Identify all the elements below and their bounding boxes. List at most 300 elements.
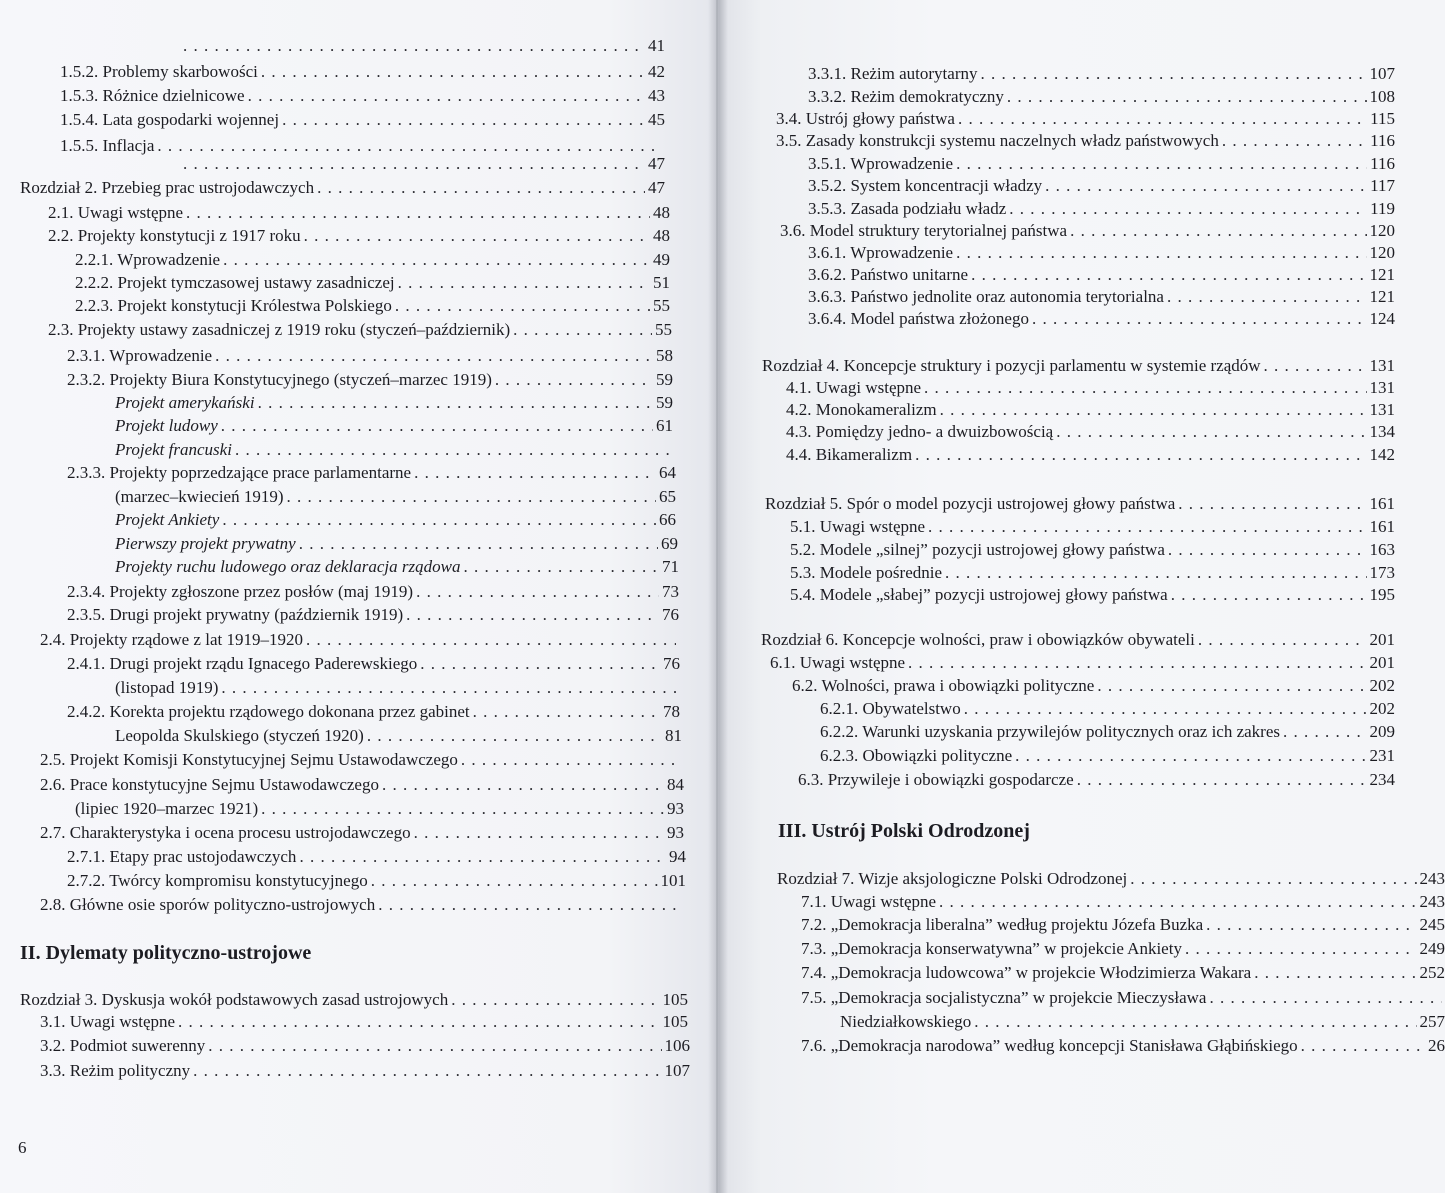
toc-entry-title: 2.8. Główne osie sporów polityczno-ustrojowych	[40, 895, 376, 914]
toc-leader-dots	[157, 136, 662, 156]
toc-leader-dots	[287, 487, 657, 507]
toc-entry	[820, 699, 1395, 719]
toc-entry-title: 2.6. Prace konstytucyjne Sejmu Ustawodawczego	[40, 775, 379, 794]
toc-leader-dots	[1077, 770, 1367, 790]
toc-entry-page: 115	[1370, 109, 1395, 128]
toc-entry-title: Pierwszy projekt prywatny	[115, 534, 296, 553]
toc-entry-title: 3.6.3. Państwo jednolite oraz autonomia terytorialna	[808, 287, 1164, 306]
toc-entry	[60, 136, 665, 156]
toc-leader-dots	[183, 154, 645, 174]
toc-entry-page: 108	[1369, 87, 1395, 106]
toc-entry-page: 105	[662, 990, 688, 1009]
toc-leader-dots	[513, 320, 652, 340]
toc-leader-dots	[1283, 722, 1367, 742]
toc-entry-title: 6.2. Wolności, prawa i obowiązki polityczne	[792, 676, 1095, 695]
toc-entry	[67, 871, 686, 891]
toc-leader-dots	[1168, 540, 1367, 560]
toc-entry-title: 4.2. Monokameralizm	[786, 400, 937, 419]
toc-entry-title: 2.4. Projekty rządowe z lat 1919–1920	[40, 630, 303, 649]
toc-entry	[801, 988, 1445, 1008]
toc-entry-page: 142	[1369, 445, 1395, 464]
toc-leader-dots	[1301, 1036, 1425, 1056]
toc-entry	[790, 540, 1395, 560]
part-heading-iii: III. Ustrój Polski Odrodzonej	[778, 820, 1030, 842]
toc-leader-dots	[414, 823, 664, 843]
toc-entry-title: Rozdział 7. Wizje aksjologiczne Polski Odrodzonej	[777, 869, 1128, 888]
toc-entry-page: 243	[1419, 869, 1445, 888]
toc-entry	[75, 296, 670, 316]
toc-entry	[67, 847, 686, 867]
toc-entry-page: 94	[669, 847, 686, 866]
toc-entry	[808, 309, 1395, 329]
book-gutter	[708, 0, 728, 1193]
toc-entry-page: 131	[1369, 400, 1395, 419]
toc-leader-dots	[1167, 287, 1367, 307]
toc-entry	[790, 517, 1395, 537]
toc-entry	[776, 131, 1395, 151]
toc-leader-dots	[367, 726, 662, 746]
toc-leader-dots	[461, 750, 679, 770]
toc-leader-dots	[261, 799, 664, 819]
toc-entry-title: 6.2.3. Obowiązki polityczne	[820, 746, 1013, 765]
toc-entry-title: 3.5. Zasady konstrukcji systemu naczelnych władz państwowych	[776, 131, 1219, 150]
toc-leader-dots	[908, 653, 1366, 673]
toc-entry	[115, 510, 676, 530]
toc-entry-page: 48	[653, 226, 670, 245]
toc-entry-page: 55	[653, 296, 670, 315]
toc-entry-title: 3.6.1. Wprowadzenie	[808, 243, 954, 262]
toc-entry-title: Projekt Ankiety	[115, 510, 220, 529]
toc-entry	[790, 563, 1395, 583]
toc-leader-dots	[258, 393, 653, 413]
toc-entry-title: 2.3.5. Drugi projekt prywatny (październik 1919)	[67, 605, 404, 624]
toc-entry	[48, 320, 672, 340]
toc-entry-page: 78	[663, 702, 680, 721]
toc-entry	[67, 346, 673, 366]
toc-entry-title: 2.2.1. Wprowadzenie	[75, 250, 221, 269]
toc-entry-title: 2.3.4. Projekty zgłoszone przez posłów (maj 1919)	[67, 582, 414, 601]
toc-entry	[115, 726, 682, 746]
toc-leader-dots	[1032, 309, 1367, 329]
toc-entry-title: Rozdział 6. Koncepcje wolności, praw i obowiązków obywateli	[761, 630, 1195, 649]
toc-entry-page: 64	[659, 463, 676, 482]
toc-entry	[801, 915, 1445, 935]
toc-leader-dots	[416, 582, 659, 602]
toc-entry-title: Projekt amerykański	[115, 393, 255, 412]
toc-entry-page: 59	[656, 370, 673, 389]
toc-leader-dots	[299, 534, 658, 554]
toc-leader-dots	[463, 557, 659, 577]
toc-leader-dots	[306, 630, 676, 650]
toc-entry-title: 7.1. Uwagi wstępne	[801, 892, 937, 911]
toc-entry	[786, 400, 1395, 420]
toc-entry-title: 6.1. Uwagi wstępne	[770, 653, 906, 672]
toc-entry-page: 120	[1369, 243, 1395, 262]
toc-entry	[20, 178, 665, 198]
toc-entry	[808, 154, 1395, 174]
toc-leader-dots	[1070, 221, 1366, 241]
toc-leader-dots	[382, 775, 664, 795]
toc-entry-title: 3.5.1. Wprowadzenie	[808, 154, 954, 173]
toc-entry	[40, 1061, 690, 1081]
toc-entry-title: (listopad 1919)	[115, 678, 219, 697]
toc-entry-title: 3.6.4. Model państwa złożonego	[808, 309, 1029, 328]
toc-entry-title: (marzec–kwiecień 1919)	[115, 487, 284, 506]
toc-entry	[75, 273, 670, 293]
toc-leader-dots	[1222, 131, 1367, 151]
toc-entry-page: 71	[662, 557, 679, 576]
toc-entry-title: 2.5. Projekt Komisji Konstytucyjnej Sejmu Ustawodawczego	[40, 750, 458, 769]
toc-entry	[40, 1036, 690, 1056]
toc-entry-title: 2.3.1. Wprowadzenie	[67, 346, 213, 365]
page-number: 6	[18, 1138, 27, 1157]
toc-leader-dots	[282, 110, 645, 130]
toc-leader-dots	[945, 563, 1366, 583]
toc-leader-dots	[473, 702, 660, 722]
toc-entry	[762, 356, 1395, 376]
toc-entry	[40, 750, 682, 770]
toc-entry-title: 3.3. Reżim polityczny	[40, 1061, 191, 1080]
toc-entry-page: 116	[1370, 131, 1395, 150]
toc-entry	[115, 487, 676, 507]
toc-leader-dots	[208, 1036, 661, 1056]
toc-leader-dots	[915, 445, 1366, 465]
toc-leader-dots	[958, 109, 1367, 129]
toc-entry	[67, 463, 676, 483]
toc-leader-dots	[956, 154, 1367, 174]
toc-entry-title: 4.4. Bikameralizm	[786, 445, 913, 464]
toc-entry-title: Leopolda Skulskiego (styczeń 1920)	[115, 726, 364, 745]
toc-leader-dots	[193, 1061, 661, 1081]
toc-entry-title: 6.2.2. Warunki uzyskania przywilejów politycznych oraz ich zakres	[820, 722, 1280, 741]
toc-entry	[786, 378, 1395, 398]
toc-entry	[75, 799, 684, 819]
toc-entry-page: 47	[648, 154, 665, 173]
toc-entry	[808, 243, 1395, 263]
toc-entry-page: 119	[1370, 199, 1395, 218]
toc-entry-title: Rozdział 2. Przebieg prac ustrojodawczych	[20, 178, 315, 197]
toc-entry-title: Rozdział 4. Koncepcje struktury i pozycji parlamentu w systemie rządów	[762, 356, 1261, 375]
toc-entry-page: 231	[1369, 746, 1395, 765]
toc-entry-title: Rozdział 3. Dyskusja wokół podstawowych zasad ustrojowych	[20, 990, 449, 1009]
toc-entry-page: 121	[1369, 287, 1395, 306]
toc-entry-title: 2.2.2. Projekt tymczasowej ustawy zasadniczej	[75, 273, 395, 292]
toc-entry-page: 249	[1419, 939, 1445, 958]
toc-entry	[75, 250, 670, 270]
toc-entry-title: 2.3.2. Projekty Biura Konstytucyjnego (styczeń–marzec 1919)	[67, 370, 492, 389]
toc-entry-title: Projekty ruchu ludowego oraz deklaracja rządowa	[115, 557, 461, 576]
toc-entry-page: 105	[662, 1012, 688, 1031]
toc-leader-dots	[1130, 869, 1416, 889]
toc-leader-dots	[1185, 939, 1417, 959]
toc-entry-page: 47	[648, 178, 665, 197]
toc-entry	[180, 36, 665, 56]
toc-entry	[180, 154, 665, 174]
toc-entry-title: 5.4. Modele „słabej” pozycji ustrojowej głowy państwa	[790, 585, 1168, 604]
toc-entry	[40, 1012, 688, 1032]
toc-entry-page: 117	[1370, 176, 1395, 195]
toc-leader-dots	[924, 378, 1366, 398]
toc-entry-title: 2.2. Projekty konstytucji z 1917 roku	[48, 226, 301, 245]
toc-leader-dots	[1198, 630, 1367, 650]
toc-entry	[60, 86, 665, 106]
toc-entry-page: 201	[1369, 630, 1395, 649]
toc-entry-title: 1.5.4. Lata gospodarki wojennej	[60, 110, 280, 129]
toc-entry-page: 84	[667, 775, 684, 794]
toc-entry-title: 3.6. Model struktury terytorialnej państwa	[780, 221, 1068, 240]
toc-entry-title: 7.6. „Demokracja narodowa” według koncepcji Stanisława Głąbińskiego	[801, 1036, 1298, 1055]
toc-entry-page: 26	[1428, 1036, 1445, 1055]
toc-leader-dots	[398, 273, 650, 293]
toc-leader-dots	[1097, 676, 1366, 696]
toc-entry-page: 55	[655, 320, 672, 339]
toc-entry-title: 3.5.3. Zasada podziału władz	[808, 199, 1007, 218]
toc-entry	[60, 62, 665, 82]
toc-entry-page: 73	[662, 582, 679, 601]
toc-entry	[20, 990, 688, 1010]
toc-entry-page: 69	[661, 534, 678, 553]
toc-entry	[40, 630, 679, 650]
toc-entry-page: 49	[653, 250, 670, 269]
toc-entry-title: 7.3. „Demokracja konserwatywna” w projekcie Ankiety	[801, 939, 1182, 958]
toc-entry-title: 3.4. Ustrój głowy państwa	[776, 109, 955, 128]
toc-entry-title: 2.7.2. Twórcy kompromisu konstytucyjnego	[67, 871, 368, 890]
toc-entry	[786, 445, 1395, 465]
toc-entry-page: 173	[1369, 563, 1395, 582]
toc-entry	[67, 605, 679, 625]
toc-leader-dots	[956, 243, 1366, 263]
toc-entry	[808, 176, 1395, 196]
toc-entry	[40, 823, 684, 843]
toc-entry-page: 76	[663, 654, 680, 673]
toc-entry-title: 4.3. Pomiędzy jedno- a dwuizbowością	[786, 422, 1054, 441]
toc-leader-dots	[395, 296, 650, 316]
toc-leader-dots	[1264, 356, 1367, 376]
toc-leader-dots	[940, 400, 1367, 420]
toc-entry-title: 2.3. Projekty ustawy zasadniczej z 1919 roku (styczeń–październik)	[48, 320, 511, 339]
toc-entry	[67, 370, 673, 390]
toc-entry-title: 2.4.1. Drugi projekt rządu Ignacego Paderewskiego	[67, 654, 418, 673]
toc-entry-page: 131	[1369, 378, 1395, 397]
toc-leader-dots	[451, 990, 659, 1010]
toc-entry-title: (lipiec 1920–marzec 1921)	[75, 799, 259, 818]
toc-entry-title: 2.7. Charakterystyka i ocena procesu ustrojodawczego	[40, 823, 411, 842]
toc-leader-dots	[928, 517, 1366, 537]
toc-leader-dots	[1007, 87, 1367, 107]
toc-entry-title: 3.3.1. Reżim autorytarny	[808, 64, 978, 83]
toc-entry-title: 3.3.2. Reżim demokratyczny	[808, 87, 1004, 106]
toc-entry-page: 209	[1369, 722, 1395, 741]
toc-entry	[67, 654, 680, 674]
toc-leader-dots	[971, 265, 1366, 285]
toc-entry-page: 107	[664, 1061, 690, 1080]
toc-entry-title: 3.6.2. Państwo unitarne	[808, 265, 969, 284]
left-page	[0, 0, 716, 1193]
toc-entry-page: 161	[1369, 517, 1395, 536]
toc-leader-dots	[378, 895, 683, 915]
toc-entry-title: 7.5. „Demokracja socjalistyczna” w projekcie Mieczysława	[801, 988, 1207, 1007]
toc-entry	[40, 895, 686, 915]
toc-entry-page: 124	[1369, 309, 1395, 328]
toc-leader-dots	[235, 440, 670, 460]
toc-entry	[808, 287, 1395, 307]
toc-entry	[115, 557, 679, 577]
toc-entry-page: 59	[656, 393, 673, 412]
toc-entry-title: 6.3. Przywileje i obowiązki gospodarcze	[798, 770, 1074, 789]
toc-leader-dots	[221, 678, 677, 698]
toc-entry-title: 5.2. Modele „silnej” pozycji ustrojowej głowy państwa	[790, 540, 1165, 559]
toc-entry-page: 245	[1419, 915, 1445, 934]
toc-entry-page: 116	[1370, 154, 1395, 173]
toc-entry	[48, 226, 670, 246]
toc-entry	[801, 939, 1445, 959]
toc-entry	[777, 869, 1445, 889]
toc-entry-title: 5.1. Uwagi wstępne	[790, 517, 926, 536]
toc-entry-page: 45	[648, 110, 665, 129]
toc-entry-title: 1.5.2. Problemy skarbowości	[60, 62, 258, 81]
toc-entry-page: 257	[1419, 1012, 1445, 1031]
toc-entry-page: 195	[1369, 585, 1395, 604]
toc-entry	[48, 203, 670, 223]
toc-leader-dots	[261, 62, 645, 82]
toc-entry-page: 252	[1419, 963, 1445, 982]
toc-entry-title: 3.5.2. System koncentracji władzy	[808, 176, 1043, 195]
toc-entry-page: 202	[1369, 676, 1395, 695]
toc-entry	[115, 534, 678, 554]
toc-entry-page: 66	[659, 510, 676, 529]
toc-entry	[792, 676, 1395, 696]
toc-leader-dots	[1015, 746, 1366, 766]
toc-entry	[801, 1036, 1445, 1056]
toc-leader-dots	[221, 416, 653, 436]
toc-entry-page: 65	[659, 487, 676, 506]
toc-entry	[770, 653, 1395, 673]
right-page	[718, 0, 1445, 1193]
toc-leader-dots	[1254, 963, 1416, 983]
toc-entry-page: 234	[1369, 770, 1395, 789]
toc-entry	[115, 416, 673, 436]
toc-entry-title: 2.2.3. Projekt konstytucji Królestwa Polskiego	[75, 296, 392, 315]
toc-entry-page: 121	[1369, 265, 1395, 284]
toc-entry	[40, 775, 684, 795]
toc-entry-page: 41	[648, 36, 665, 55]
toc-leader-dots	[495, 370, 653, 390]
toc-entry-page: 107	[1369, 64, 1395, 83]
toc-leader-dots	[215, 346, 653, 366]
toc-entry	[786, 422, 1395, 442]
toc-entry	[115, 678, 680, 698]
toc-entry	[801, 892, 1445, 912]
toc-entry-title: 7.4. „Demokracja ludowcowa” w projekcie Włodzimierza Wakara	[801, 963, 1252, 982]
toc-entry-title: Projekt ludowy	[115, 416, 218, 435]
toc-leader-dots	[183, 36, 645, 56]
toc-leader-dots	[414, 463, 656, 483]
toc-entry	[808, 265, 1395, 285]
toc-entry-page: 61	[656, 416, 673, 435]
toc-leader-dots	[964, 699, 1367, 719]
toc-entry-page: 81	[665, 726, 682, 745]
toc-entry-page: 243	[1419, 892, 1445, 911]
toc-entry	[808, 199, 1395, 219]
toc-leader-dots	[1209, 988, 1442, 1008]
toc-leader-dots	[939, 892, 1416, 912]
toc-entry-page: 134	[1369, 422, 1395, 441]
toc-entry-title: 4.1. Uwagi wstępne	[786, 378, 922, 397]
toc-entry-title: 2.3.3. Projekty poprzedzające prace parlamentarne	[67, 463, 412, 482]
toc-entry-page: 202	[1369, 699, 1395, 718]
toc-leader-dots	[1056, 422, 1366, 442]
toc-entry	[790, 585, 1395, 605]
toc-entry	[761, 630, 1395, 650]
toc-entry-page: 51	[653, 273, 670, 292]
toc-entry	[808, 64, 1395, 84]
toc-entry-page: 201	[1369, 653, 1395, 672]
toc-leader-dots	[248, 86, 645, 106]
toc-entry	[798, 770, 1395, 790]
toc-leader-dots	[1009, 199, 1367, 219]
toc-leader-dots	[420, 654, 660, 674]
toc-entry	[820, 722, 1395, 742]
toc-entry-page: 161	[1369, 494, 1395, 513]
toc-leader-dots	[981, 64, 1367, 84]
toc-leader-dots	[406, 605, 659, 625]
toc-leader-dots	[299, 847, 666, 867]
toc-entry-title: Projekt francuski	[115, 440, 232, 459]
toc-entry-page: 93	[667, 799, 684, 818]
toc-entry	[765, 494, 1395, 514]
toc-entry	[840, 1012, 1445, 1032]
toc-entry-page: 131	[1369, 356, 1395, 375]
toc-leader-dots	[222, 510, 656, 530]
toc-leader-dots	[1171, 585, 1367, 605]
toc-entry	[115, 440, 673, 460]
toc-entry	[67, 702, 680, 722]
toc-entry-title: Niedziałkowskiego	[840, 1012, 972, 1031]
toc-entry-page: 76	[662, 605, 679, 624]
toc-entry	[808, 87, 1395, 107]
toc-entry-title: 5.3. Modele pośrednie	[790, 563, 943, 582]
toc-entry-title: 1.5.5. Inflacja	[60, 136, 155, 155]
toc-leader-dots	[1045, 176, 1367, 196]
toc-entry-title: 2.4.2. Korekta projektu rządowego dokonana przez gabinet	[67, 702, 470, 721]
toc-entry-page: 58	[656, 346, 673, 365]
toc-entry	[780, 221, 1395, 241]
toc-leader-dots	[371, 871, 658, 891]
toc-entry-title: 6.2.1. Obywatelstwo	[820, 699, 961, 718]
toc-entry-page: 93	[667, 823, 684, 842]
toc-entry	[115, 393, 673, 413]
toc-entry-page: 48	[653, 203, 670, 222]
toc-entry-title: 3.2. Podmiot suwerenny	[40, 1036, 206, 1055]
toc-leader-dots	[317, 178, 645, 198]
part-heading-ii: II. Dylematy polityczno-ustrojowe	[20, 942, 312, 964]
toc-entry-page: 106	[664, 1036, 690, 1055]
toc-leader-dots	[186, 203, 650, 223]
toc-leader-dots	[1206, 915, 1416, 935]
toc-entry-title: 2.7.1. Etapy prac ustojodawczych	[67, 847, 297, 866]
toc-entry-page: 42	[648, 62, 665, 81]
toc-entry-title: 3.1. Uwagi wstępne	[40, 1012, 176, 1031]
toc-leader-dots	[1178, 494, 1366, 514]
toc-entry-page: 101	[660, 871, 686, 890]
toc-entry-page: 43	[648, 86, 665, 105]
toc-entry	[801, 963, 1445, 983]
toc-leader-dots	[304, 226, 650, 246]
toc-leader-dots	[223, 250, 650, 270]
toc-entry	[820, 746, 1395, 766]
toc-entry	[67, 582, 679, 602]
toc-entry-page: 163	[1369, 540, 1395, 559]
